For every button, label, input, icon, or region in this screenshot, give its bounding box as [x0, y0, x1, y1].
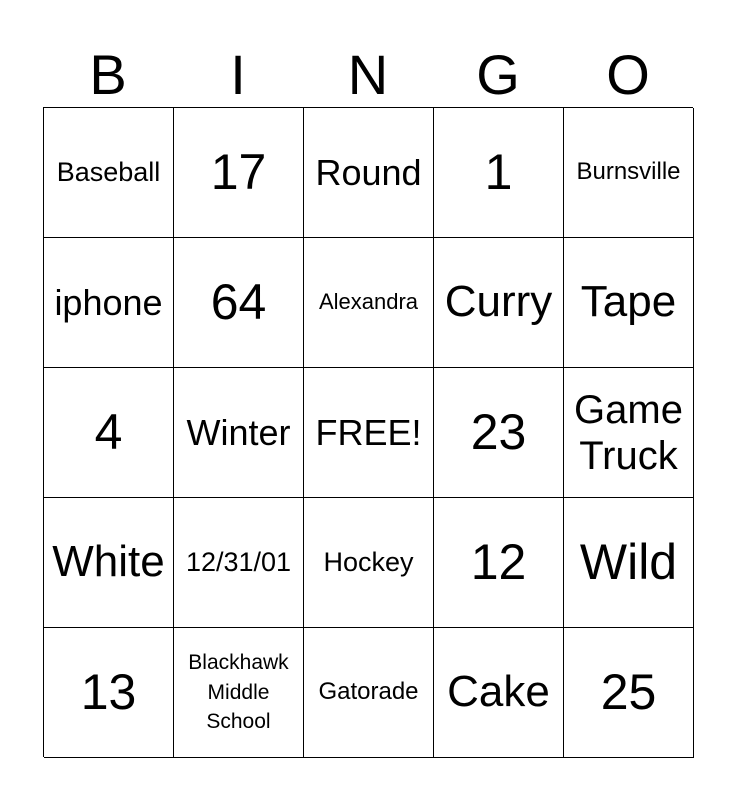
bingo-cell[interactable]: 23	[434, 368, 564, 498]
header-letter-o: O	[606, 43, 650, 106]
bingo-header	[43, 42, 693, 108]
bingo-cell[interactable]: Baseball	[44, 108, 174, 238]
bingo-cell[interactable]: Wild	[564, 498, 694, 628]
bingo-cell[interactable]: Game Truck	[564, 368, 694, 498]
bingo-cell[interactable]: Blackhawk Middle School	[174, 628, 304, 758]
header-letter-i: I	[230, 43, 246, 106]
bingo-cell[interactable]: 12/31/01	[174, 498, 304, 628]
bingo-cell[interactable]: iphone	[44, 238, 174, 368]
bingo-cell[interactable]: 17	[174, 108, 304, 238]
free-space-cell[interactable]: FREE!	[304, 368, 434, 498]
bingo-cell[interactable]: White	[44, 498, 174, 628]
bingo-cell[interactable]: Winter	[174, 368, 304, 498]
bingo-cell[interactable]: Cake	[434, 628, 564, 758]
header-letter-b: B	[89, 43, 127, 106]
header-letter-n: N	[347, 43, 389, 106]
bingo-cell[interactable]: Tape	[564, 238, 694, 368]
bingo-cell[interactable]: 25	[564, 628, 694, 758]
bingo-cell[interactable]: Curry	[434, 238, 564, 368]
bingo-cell[interactable]: Round	[304, 108, 434, 238]
bingo-cell[interactable]: Hockey	[304, 498, 434, 628]
bingo-cell[interactable]: Burnsville	[564, 108, 694, 238]
bingo-cell[interactable]: Alexandra	[304, 238, 434, 368]
header-letter-g: G	[476, 43, 520, 106]
bingo-cell[interactable]: 64	[174, 238, 304, 368]
bingo-grid	[43, 107, 693, 757]
bingo-cell[interactable]: 1	[434, 108, 564, 238]
bingo-cell[interactable]: 12	[434, 498, 564, 628]
bingo-cell[interactable]: 13	[44, 628, 174, 758]
bingo-cell[interactable]: Gatorade	[304, 628, 434, 758]
bingo-cell[interactable]: 4	[44, 368, 174, 498]
